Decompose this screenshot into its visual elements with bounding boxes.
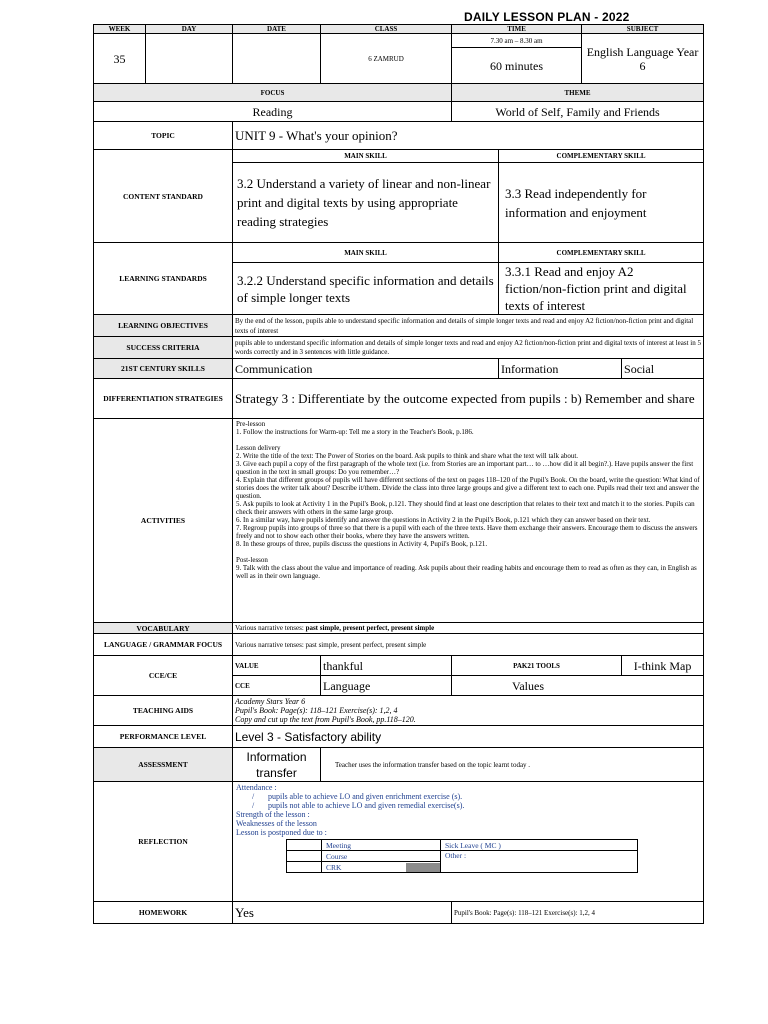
activity-line: 3. Give each pupil a copy of the first paragraph of the whole text (i.e. from Stories are an important part… to …how did it all begin?.). Have pupils answer the first question in the text in small groups: Do you remember…?	[236, 460, 694, 476]
reflection-bullet-2: / pupils not able to achieve LO and given remedial exercise(s).	[252, 801, 465, 810]
time-header: TIME	[452, 25, 582, 34]
attendance-text: Attendance :	[236, 783, 277, 792]
document-title: DAILY LESSON PLAN - 2022	[464, 10, 630, 24]
ls-main-skill-header: MAIN SKILL	[233, 243, 499, 263]
teaching-aid-line: Copy and cut up the text from Pupil's Book, pp.118–120.	[235, 715, 416, 724]
subject-value: English Language Year 6	[582, 34, 704, 84]
cce-sub-label: CCE	[233, 676, 321, 696]
homework-label: HOMEWORK	[94, 902, 233, 924]
slash-bullet: /	[252, 801, 255, 810]
duration-value: 60 minutes	[452, 48, 582, 84]
strength-text: Strength of the lesson :	[236, 810, 310, 819]
week-header: WEEK	[94, 25, 146, 34]
reflection-label: REFLECTION	[94, 782, 233, 902]
subject-header: SUBJECT	[582, 25, 704, 34]
topic-value: UNIT 9 - What's your opinion?	[233, 122, 704, 150]
teaching-aid-line: Academy Stars Year 6	[235, 697, 306, 706]
assessment-note: Teacher uses the information transfer based on the topic learnt today .	[321, 748, 704, 782]
reflection-content	[233, 782, 704, 902]
reflection-bullet-1: / pupils able to achieve LO and given enrichment exercise (s).	[252, 792, 463, 801]
success-criteria-label: SUCCESS CRITERIA	[94, 337, 233, 359]
vocabulary-label: VOCABULARY	[94, 623, 233, 634]
postponed-reasons-table	[286, 839, 638, 873]
time-value: 7.30 am – 8.30 am	[452, 34, 582, 48]
value-text: thankful	[321, 656, 452, 676]
day-value	[146, 34, 233, 84]
activity-line: 5. Ask pupils to look at Activity 1 in the Pupil's Book, p.121. They should find at least one description that relates to their text and match it to the stories. Pupils can check their answers with others in the same large group.	[236, 500, 695, 516]
homework-answer: Yes	[233, 902, 452, 924]
teaching-aid-line: Pupil's Book: Page(s): 118–121 Exercise(s): 1,2, 4	[235, 706, 398, 715]
teaching-aids-text	[233, 696, 704, 726]
performance-level-text: Level 3 - Satisfactory ability	[233, 726, 704, 748]
learning-objectives-label: LEARNING OBJECTIVES	[94, 315, 233, 337]
activity-line: Pre-lesson	[236, 420, 266, 428]
activity-line: 7. Regroup pupils into groups of three so that there is a pupil with each of the three texts. Have them exchange their answers. Encourage them to discuss the answers freely and not to show each other their books, where they have the answers written.	[236, 524, 698, 540]
cce-values: Values	[452, 676, 704, 696]
reason-crk: CRK	[322, 862, 441, 873]
activity-line: 8. In these groups of three, pupils discuss the questions in Activity 4, Pupil's Book, p.121.	[236, 540, 488, 548]
slash-bullet: /	[252, 792, 255, 801]
weakness-text: Weaknesses of the lesson	[236, 819, 317, 828]
date-value	[233, 34, 321, 84]
activity-line: 2. Write the title of the text: The Power of Stories on the board. Ask pupils to think and share what the text will talk about.	[236, 452, 579, 460]
week-value: 35	[94, 34, 146, 84]
ls-main-skill: 3.2.2 Understand specific information and details of simple longer texts	[233, 263, 499, 315]
reason-other: Other :	[441, 851, 638, 873]
language-focus-label: LANGUAGE / GRAMMAR FOCUS	[94, 634, 233, 656]
activity-line: 9. Talk with the class about the value and importance of reading. Ask pupils about their reading habits and encourage them to read as often as they can, in English as well as in their own language.	[236, 564, 697, 580]
date-header: DATE	[233, 25, 321, 34]
assessment-method: Information transfer	[233, 748, 321, 782]
differentiation-text: Strategy 3 : Differentiate by the outcome expected from pupils : b) Remember and share	[233, 379, 704, 419]
content-standard-label: CONTENT STANDARD	[94, 150, 233, 243]
reason-course: Course	[322, 851, 441, 862]
activities-text	[233, 419, 704, 623]
activity-line: 1. Follow the instructions for Warm-up: Tell me a story in the Teacher's Book, p.186.	[236, 428, 474, 436]
pak21-label: PAK21 TOOLS	[452, 656, 622, 676]
ls-comp-skill: 3.3.1 Read and enjoy A2 fiction/non-fiction print and digital texts of interest	[499, 263, 704, 315]
learning-objectives-text: By the end of the lesson, pupils able to understand specific information and details of simple longer texts and read and enjoy A2 fiction/non-fiction print and digital texts of interest	[233, 315, 704, 337]
skill-information: Information	[499, 359, 622, 379]
activity-line: Post-lesson	[236, 556, 268, 564]
assessment-label: ASSESSMENT	[94, 748, 233, 782]
theme-header: THEME	[452, 84, 704, 102]
pak21-value: I-think Map	[622, 656, 704, 676]
cs-comp-skill-header: COMPLEMENTARY SKILL	[499, 150, 704, 163]
learning-standards-label: LEARNING STANDARDS	[94, 243, 233, 315]
skill-communication: Communication	[233, 359, 499, 379]
activity-line: 4. Explain that different groups of pupils will have different sections of the text on pages 118–120 of the Pupil's Book. On the board, write the question: What kind of stories does the writer talk about? Describe it/them. Divide the class into three large groups and give a different text to each one. Pupils read their text and answer the question.	[236, 476, 700, 500]
vocabulary-bold: past simple, present perfect, present simple	[305, 624, 435, 632]
focus-value: Reading	[94, 102, 452, 122]
crk-shaded-cell	[406, 863, 440, 872]
lesson-plan-table	[93, 24, 704, 924]
class-value: 6 ZAMRUD	[321, 34, 452, 84]
activity-line	[236, 436, 700, 444]
performance-level-label: PERFORMANCE LEVEL	[94, 726, 233, 748]
skill-social: Social	[622, 359, 704, 379]
value-label: VALUE	[233, 656, 321, 676]
teaching-aids-label: TEACHING AIDS	[94, 696, 233, 726]
activity-line: Lesson delivery	[236, 444, 281, 452]
vocabulary-text	[233, 623, 704, 634]
focus-header: FOCUS	[94, 84, 452, 102]
activities-label: ACTIVITIES	[94, 419, 233, 623]
cce-language: Language	[321, 676, 452, 696]
language-focus-text: Various narrative tenses: past simple, present perfect, present simple	[233, 634, 704, 656]
success-criteria-text: pupils able to understand specific information and details of simple longer texts and read and enjoy A2 fiction/non-fiction print and digital texts of interest at least in 5 words correctly and in 3 sentences with little guidance.	[233, 337, 704, 359]
class-header: CLASS	[321, 25, 452, 34]
reason-sick-leave: Sick Leave ( MC )	[441, 840, 638, 851]
topic-label: TOPIC	[94, 122, 233, 150]
differentiation-label: DIFFERENTIATION STRATEGIES	[94, 379, 233, 419]
day-header: DAY	[146, 25, 233, 34]
cs-comp-skill: 3.3 Read independently for information and enjoyment	[499, 163, 704, 243]
vocabulary-prefix: Various narrative tenses:	[235, 624, 306, 632]
cce-ce-label: CCE/CE	[94, 656, 233, 696]
ls-comp-skill-header: COMPLEMENTARY SKILL	[499, 243, 704, 263]
homework-detail: Pupil's Book: Page(s): 118–121 Exercise(s): 1,2, 4	[452, 902, 704, 924]
theme-value: World of Self, Family and Friends	[452, 102, 704, 122]
postponed-text: Lesson is postponed due to :	[236, 828, 327, 837]
activity-line: 6. In a similar way, have pupils identify and answer the questions in Activity 2 in the Pupil's Book, p.121 which they can answer based on their text.	[236, 516, 651, 524]
skills-21-label: 21ST CENTURY SKILLS	[94, 359, 233, 379]
activity-line	[236, 548, 700, 556]
cs-main-skill-header: MAIN SKILL	[233, 150, 499, 163]
reason-meeting: Meeting	[322, 840, 441, 851]
cs-main-skill: 3.2 Understand a variety of linear and non-linear print and digital texts by using appropriate reading strategies	[233, 163, 499, 243]
